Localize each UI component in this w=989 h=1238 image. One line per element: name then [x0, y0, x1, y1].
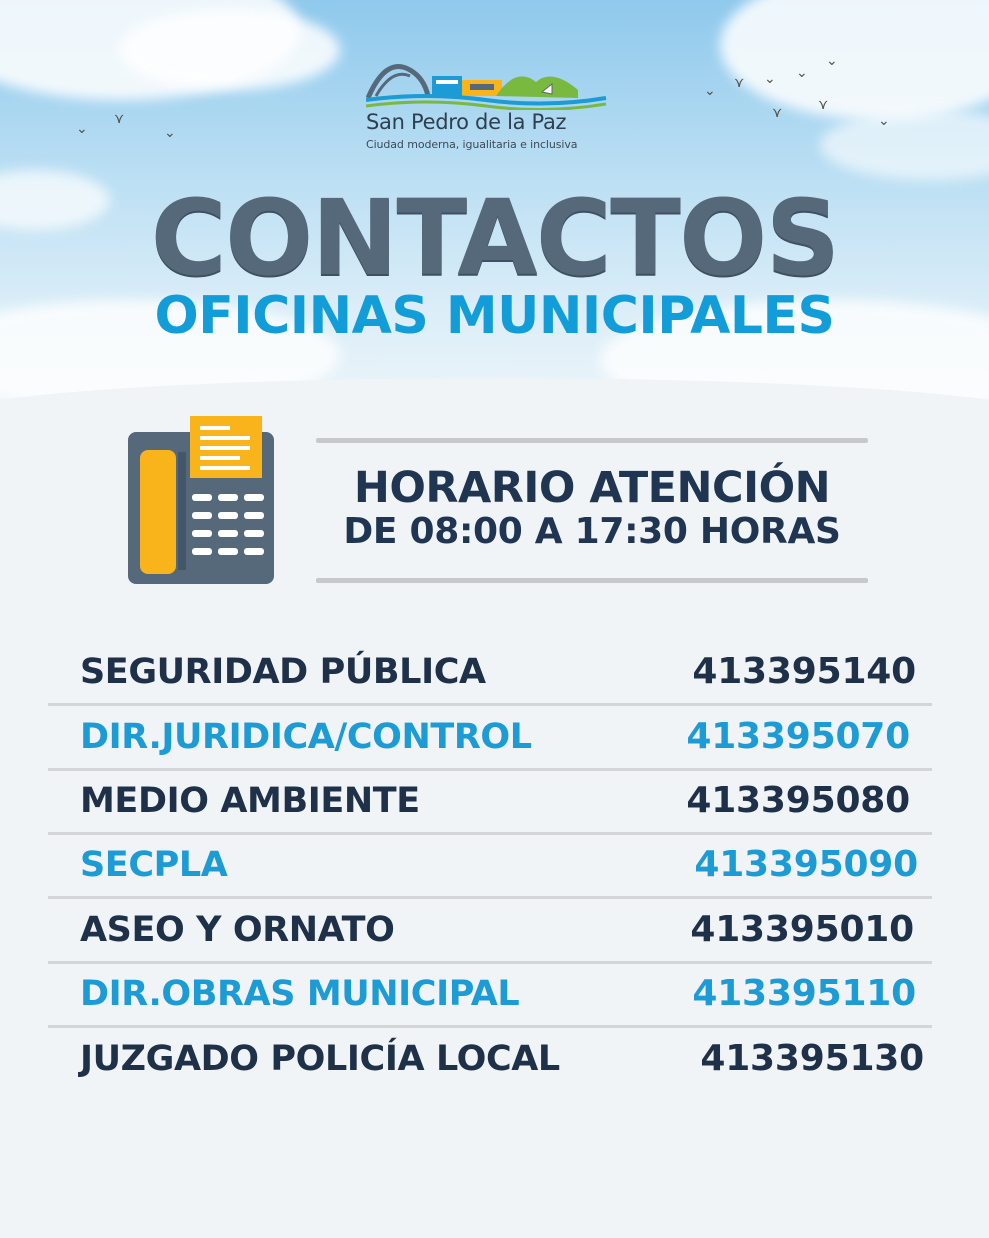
contact-row-aseo — [48, 898, 932, 962]
contact-name: SEGURIDAD PÚBLICA — [80, 652, 486, 692]
contact-row-juzgado — [48, 1027, 932, 1091]
municipal-logo — [362, 62, 622, 162]
bird-icon: ⌄ — [826, 53, 838, 69]
bird-icon: ⋎ — [772, 105, 783, 121]
bird-icon: ⌄ — [704, 83, 716, 99]
contact-number[interactable]: 413395140 — [692, 651, 916, 692]
bird-icon: ⌄ — [796, 65, 808, 81]
contact-name: DIR.JURIDICA/CONTROL — [80, 717, 532, 757]
bird-icon: ⋎ — [734, 75, 745, 91]
bird-icon: ⌄ — [164, 125, 176, 141]
contact-name: SECPLA — [80, 845, 228, 885]
hours-divider-top — [316, 438, 868, 443]
bird-icon: ⌄ — [764, 71, 776, 87]
contact-name: ASEO Y ORNATO — [80, 910, 395, 950]
contact-row-secpla — [48, 833, 932, 897]
contact-row-juridica — [48, 705, 932, 769]
hours-time: DE 08:00 A 17:30 HORAS — [343, 511, 841, 552]
bird-icon: ⋎ — [114, 111, 125, 127]
contact-row-medio-ambiente — [48, 769, 932, 833]
contact-name: JUZGADO POLICÍA LOCAL — [80, 1039, 560, 1079]
hours-divider-bottom — [316, 578, 868, 583]
bird-icon: ⌄ — [76, 121, 88, 137]
contact-name: DIR.OBRAS MUNICIPAL — [80, 974, 520, 1014]
brand-tagline: Ciudad moderna, igualitaria e inclusiva — [366, 138, 578, 151]
contact-row-seguridad — [48, 640, 932, 704]
bird-icon: ⌄ — [878, 113, 890, 129]
contact-number[interactable]: 413395070 — [686, 716, 910, 757]
contact-number[interactable]: 413395080 — [686, 780, 910, 821]
contact-number[interactable]: 413395130 — [700, 1038, 924, 1079]
logo-emblem-icon — [366, 62, 616, 110]
contact-number[interactable]: 413395010 — [690, 909, 914, 950]
brand-name: San Pedro de la Paz — [366, 110, 567, 134]
contact-row-obras — [48, 962, 932, 1026]
bird-icon: ⋎ — [818, 97, 829, 113]
contact-name: MEDIO AMBIENTE — [80, 781, 420, 821]
contact-number[interactable]: 413395110 — [692, 973, 916, 1014]
contact-number[interactable]: 413395090 — [694, 844, 918, 885]
page-title: CONTACTOS — [150, 177, 839, 299]
hours-title: HORARIO ATENCIÓN — [353, 463, 831, 513]
desk-phone-icon — [126, 416, 276, 588]
page-subtitle: OFICINAS MUNICIPALES — [154, 286, 835, 346]
